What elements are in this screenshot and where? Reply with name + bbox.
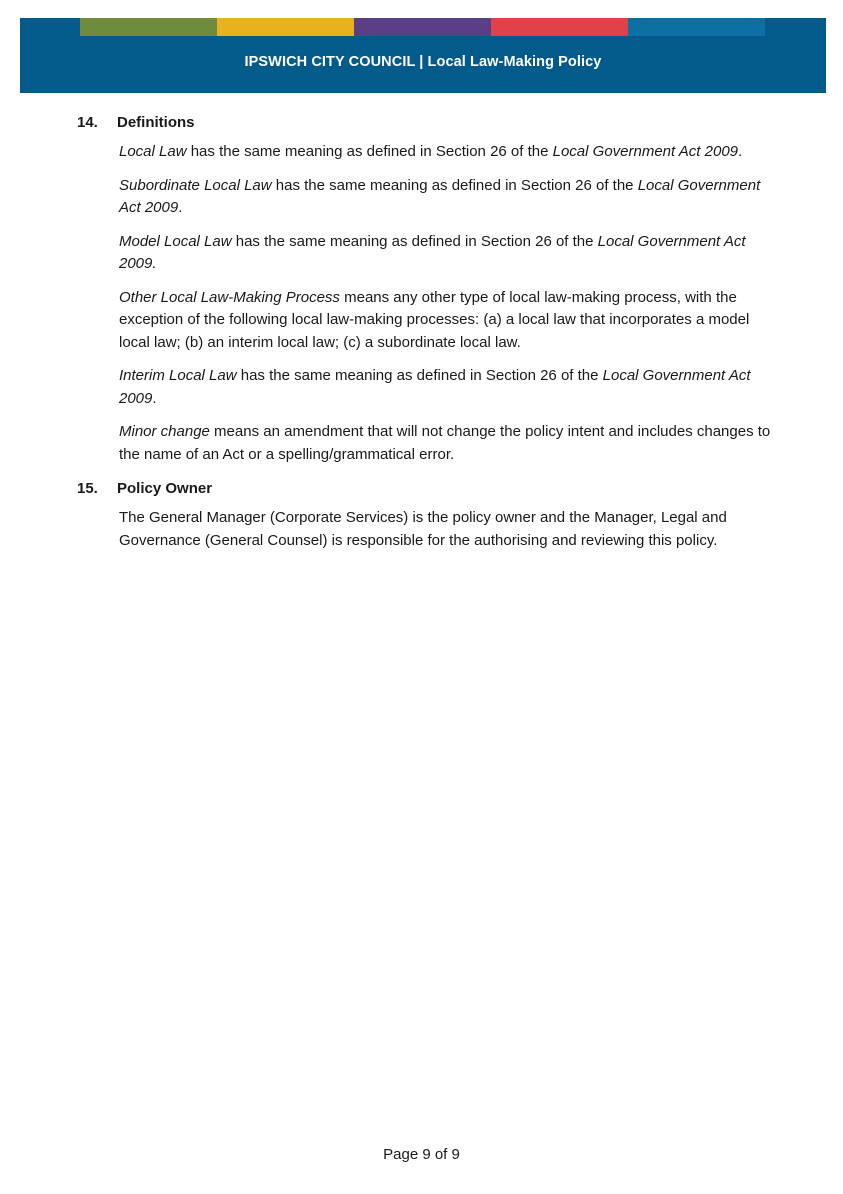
definition-term: Other Local Law-Making Process: [119, 288, 340, 306]
definition-term: Interim Local Law: [119, 367, 237, 384]
definition-paragraph: [119, 175, 779, 220]
definition-text: has the same meaning as defined in Section 26 of the: [271, 176, 638, 194]
definition-paragraph: [119, 287, 779, 355]
strip-segment-yellow: [217, 18, 354, 36]
definition-ref: Local Government Act 2009.: [119, 232, 746, 272]
definition-paragraph: [119, 141, 779, 164]
definition-text: has the same meaning as defined in Section 26 of the: [236, 367, 603, 384]
section-heading: [77, 113, 777, 133]
definition-term: Model Local Law: [119, 232, 232, 250]
definition-text: means any other type of local law-making process, with the exception of the following local law-making processes: (a) a local law that incorporates a model local law; (b) an interim local law; (c) a subordinate local law.: [119, 288, 750, 351]
strip-segment-green: [80, 18, 217, 36]
definition-text: has the same meaning as defined in Section 26 of the: [231, 232, 598, 250]
definition-tail: .: [152, 389, 157, 407]
definition-ref: Local Government Act 2009: [119, 367, 751, 407]
definition-paragraph: [119, 365, 779, 410]
strip-segment-purple: [354, 18, 491, 36]
definition-paragraph: [119, 421, 779, 466]
section-title: Policy Owner: [117, 480, 213, 497]
page-number: Page 9 of 9: [383, 1146, 460, 1163]
definition-tail: .: [738, 143, 743, 160]
definition-tail: .: [178, 199, 183, 216]
definition-text: means an amendment that will not change the policy intent and includes changes to the name of an Act or a spelling/grammatical error.: [119, 423, 771, 463]
strip-segment-blue: [628, 18, 765, 36]
definition-paragraph: [119, 231, 779, 276]
definition-term: Local Law: [119, 143, 187, 160]
section-number: 14.: [77, 114, 98, 131]
header-color-strip: [80, 18, 765, 36]
section-definitions: [77, 113, 777, 466]
definition-term: Minor change: [119, 423, 210, 440]
definition-ref: Local Government Act 2009: [119, 176, 761, 216]
document-header: [20, 18, 826, 93]
definition-term: Subordinate Local Law: [119, 176, 272, 194]
header-title: IPSWICH CITY COUNCIL | Local Law-Making Policy: [244, 54, 602, 70]
section-number: 15.: [77, 480, 98, 497]
definition-text: has the same meaning as defined in Section 26 of the: [186, 143, 553, 160]
section-policy-owner: [77, 479, 777, 552]
section-title: Definitions: [117, 114, 195, 131]
policy-owner-paragraph: The General Manager (Corporate Services) is the policy owner and the Manager, Legal and Governance (General Counsel) is responsible for the authorising and reviewing this policy.: [119, 509, 727, 549]
section-heading: [77, 479, 777, 499]
definition-ref: Local Government Act 2009: [552, 143, 739, 160]
strip-segment-red: [491, 18, 628, 36]
